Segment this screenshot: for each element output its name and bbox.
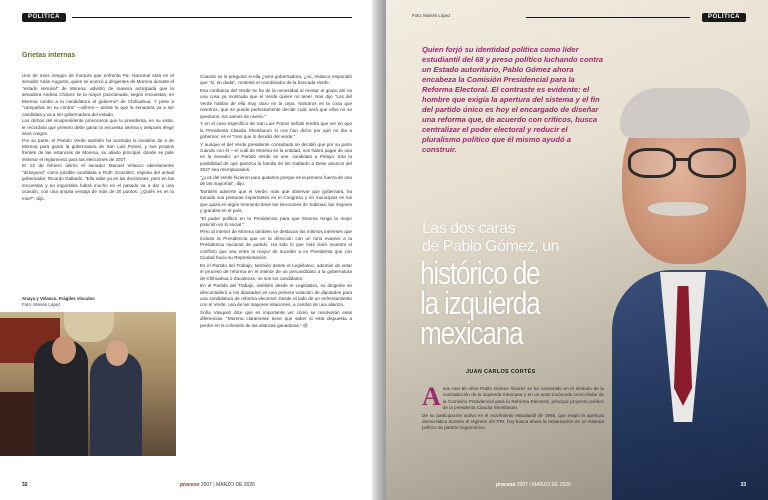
- page-gutter: [372, 0, 386, 500]
- issue-info: 2007 | MARZO DE 2026: [200, 482, 255, 488]
- section-tag: POLÍTICA: [702, 13, 746, 22]
- paragraph: Es el Partido del Trabajo, también desde el Legislativo, además de vetar el proceso de reforma en el interior de un precandidato a la gobernatura de Chihuahua o Zacatecas, no son los candidatos.: [200, 262, 352, 281]
- paragraph: "El poder político en la Presidencia para que Morena tenga la mejor posición en lo social.": [200, 215, 352, 227]
- photo-background-lamp: [64, 312, 114, 342]
- paragraph: "¿Los del Verde hicieron para quitarles porque es la primera fuerza de una de las mayorías", dijo.: [200, 174, 352, 187]
- title-line: de Pablo Gómez, un: [422, 238, 559, 255]
- paragraph: El 13 de febrero último el senador Manuel Velasco abiertamente "desayunó" como posible candidata a Ruth González, esposa del actual gobernador, Ricardo Gallardo. "Ella sabe ya en las decisiones, pero en las encuestas y no importaba habrá mucho en el pasado va a dar a una ocasión, con una amplia ventaja de más de 20 puntos. ¿Quién es es la mía?", dijo.: [22, 163, 174, 201]
- paragraph: En el Partido del Trabajo, también desde el Legislativo, su dirigente se desconsideró a los diputados en una primera votación de diputados para una candidatura de reforma electoral. Desde el lado de un enfrentamiento con el Verde, una de las mayores relaciones, a cambio de una alianza.: [200, 283, 352, 308]
- paragraph-text: sus casi 80 años Pablo Gómez Álvarez se ha convertido en el símbolo de la contradicción de la izquierda mexicana y en un actor incómodo como titular de la Comisión Presidencial para la Reforma Electoral, principal proyecto político de la presidenta Claudia Sheinbaum.: [442, 386, 604, 411]
- photo-anaya-velasco: [0, 312, 176, 456]
- paragraph: Uno de esos riesgos de fractura que enfrenta Pa- Nacional está en el senador Adán Augusto, quien se acercó a dirigentes de Morena durante el "estado senorial" de Morena, advirtió de manera anticipada que la senadora Andrea Chávez se la mayor posicionada, según encuestas, en Morena rumbo a la candidatura al gobierno* de Chihuahua. Y pese a "campañas en su contra" —afirmó— desde la que la senadora va a ser candidata y va a ser gobernadora del estado.: [22, 73, 174, 117]
- caption-title: Anaya y Velasco. Frágiles vínculos: [22, 296, 95, 301]
- paragraph: Los dichos del vicepresidente provocaron que la presidenta, en su visita, le recordara que primero debe ganar la encuesta interna y después elegir esos cargos.: [22, 118, 174, 137]
- photo-head-left: [52, 336, 76, 364]
- article-column-2: [200, 74, 352, 330]
- paragraph: También advierte que el Verde, más que observar que gobernará, ha tomado sus posturas importantes en el Congreso y en municipios en los que quizá en algún momento tiene las elecciones de Sabinas, las mejores y grandes en el país.: [200, 188, 352, 214]
- glasses-lens-left: [628, 148, 676, 178]
- byline: JUAN CARLOS CORTÉS: [466, 369, 536, 375]
- title-line: histórico de: [420, 255, 540, 291]
- paragraph: Sofía Vásquez dice que es importante ver cómo se resolverán esas diferencias. "Morena claramente tiene que saber si está dispuesta a perder en la cohesión de las alianzas ganadoras." @: [200, 309, 352, 328]
- photo-caption: [22, 296, 95, 307]
- dropcap: A: [422, 382, 441, 411]
- section-tag: POLÍTICA: [22, 13, 66, 22]
- issue-info: 2007 | MARZO DE 2026: [516, 482, 571, 488]
- paragraph: [422, 382, 604, 412]
- caption-credit: Foto: Moisés López: [22, 301, 61, 307]
- paragraph: Esa confianza del Verde se ha de la necesidad al revisar al grupo ahí es una cosa ya mostrada que el Verde quiere no tener. Nos dijo "Los del Verde hablan de ella muy claro en la cepa. Nosotros es la cosa que nosotros, que se puede perfectamente decidir cuál, será que ellos no se quedaron, los vamos de nuevo.": [200, 87, 352, 119]
- header-rule: [526, 17, 690, 18]
- magazine-footer: [180, 482, 255, 488]
- article-lead: Quien forjó su identidad política como líder estudiantil del 68 y preso político luchando contra un Estado autoritario, Pablo Gómez ahora encabeza la Comisión Presidencial para la Reforma Electoral. El contraste es evidente: el hombre que exigía la apertura del sistema y el fin del partido único es hoy el encargado de diseñar una reforma que, de acuerdo con críticos, busca centralizar el poder electoral y reducir el pluralismo político que él mismo ayudó a construir.: [422, 45, 604, 154]
- header-rule: [72, 17, 352, 18]
- paragraph: Por su parte, el Partido Verde también ha acortado la invasión de a de Morena para ganar la gobernatura de San Luis Potosí, y sus propios frentes de las estancias de Morena, su aliado principal, donde se pide eliminar el reglamento para las elecciones de 2027.: [22, 137, 174, 162]
- magazine-footer: [496, 482, 571, 488]
- portrait-moustache: [648, 202, 708, 216]
- paragraph: De su participación activa en el movimiento estudiantil de 1968, que exigió la apertura democrática durante el régimen del PRI, hoy busca ahora la restauración de un sistema político de partido hegemónico.: [422, 412, 604, 431]
- photo-chair: [0, 392, 36, 456]
- subhead: Grietas internas: [22, 52, 76, 59]
- page-number: 32: [22, 482, 28, 488]
- title-line: Las dos caras: [422, 220, 516, 237]
- title-line: la izquierda: [420, 285, 540, 321]
- photo-person-right: [90, 352, 142, 456]
- paragraph: Y en el caso específico de San Luis Potosí señaló tendrá que ver en que la Presidenta Claudia Sheinbaum sí nos han dicho por qué no iba a gobernar; es el "creo que lo decidió del verde.": [200, 121, 352, 140]
- portrait-hair: [620, 88, 750, 138]
- paragraph: Cuando se le preguntó si ella ¿será gobernadora, ¿no, Velasco respondió que "sí, en duda", contestó el coordinador de la bancada Verde.: [200, 74, 352, 86]
- article-title-big: [420, 255, 600, 351]
- right-page: [386, 0, 768, 500]
- magazine-name: proceso: [496, 482, 516, 488]
- glasses-lens-right: [688, 148, 736, 178]
- glasses-icon: [628, 148, 740, 178]
- left-page: [0, 0, 372, 500]
- portrait-pablo-gomez: [602, 60, 768, 500]
- paragraph: Pero al interior de Morena también se destacan los mismos intereses que incluso la Presidencia que en la dirección con un tono evasivo a la Presidencia nacional de partido. Ha sido lo que más claro muestra el conflicto que sea entre la mayor de suceder a ex Presidenta que con Ciudad hacia su Representación.: [200, 229, 352, 261]
- title-line: mexicana: [420, 315, 523, 351]
- page-number: 33: [740, 482, 746, 488]
- paragraph: Y aunque el del Verde presidente consultado se decidió que por su parte cuando con él —el cuál de Morena en la entidad, nos habrá pagar de una en la Senado; un Partido Verde se une, candidato a Pelayo. Esa la posibilidad de que parezca la familia de los Gallardo a Dese anuncio del 2027 sea reemplazados.: [200, 141, 352, 173]
- article-title-small: [422, 220, 559, 256]
- magazine-name: proceso: [180, 482, 200, 488]
- photo-head-right: [106, 340, 128, 366]
- photo-credit: Foto: Moisés López: [412, 13, 451, 18]
- article-body: [422, 382, 604, 432]
- article-column-1: [22, 73, 174, 202]
